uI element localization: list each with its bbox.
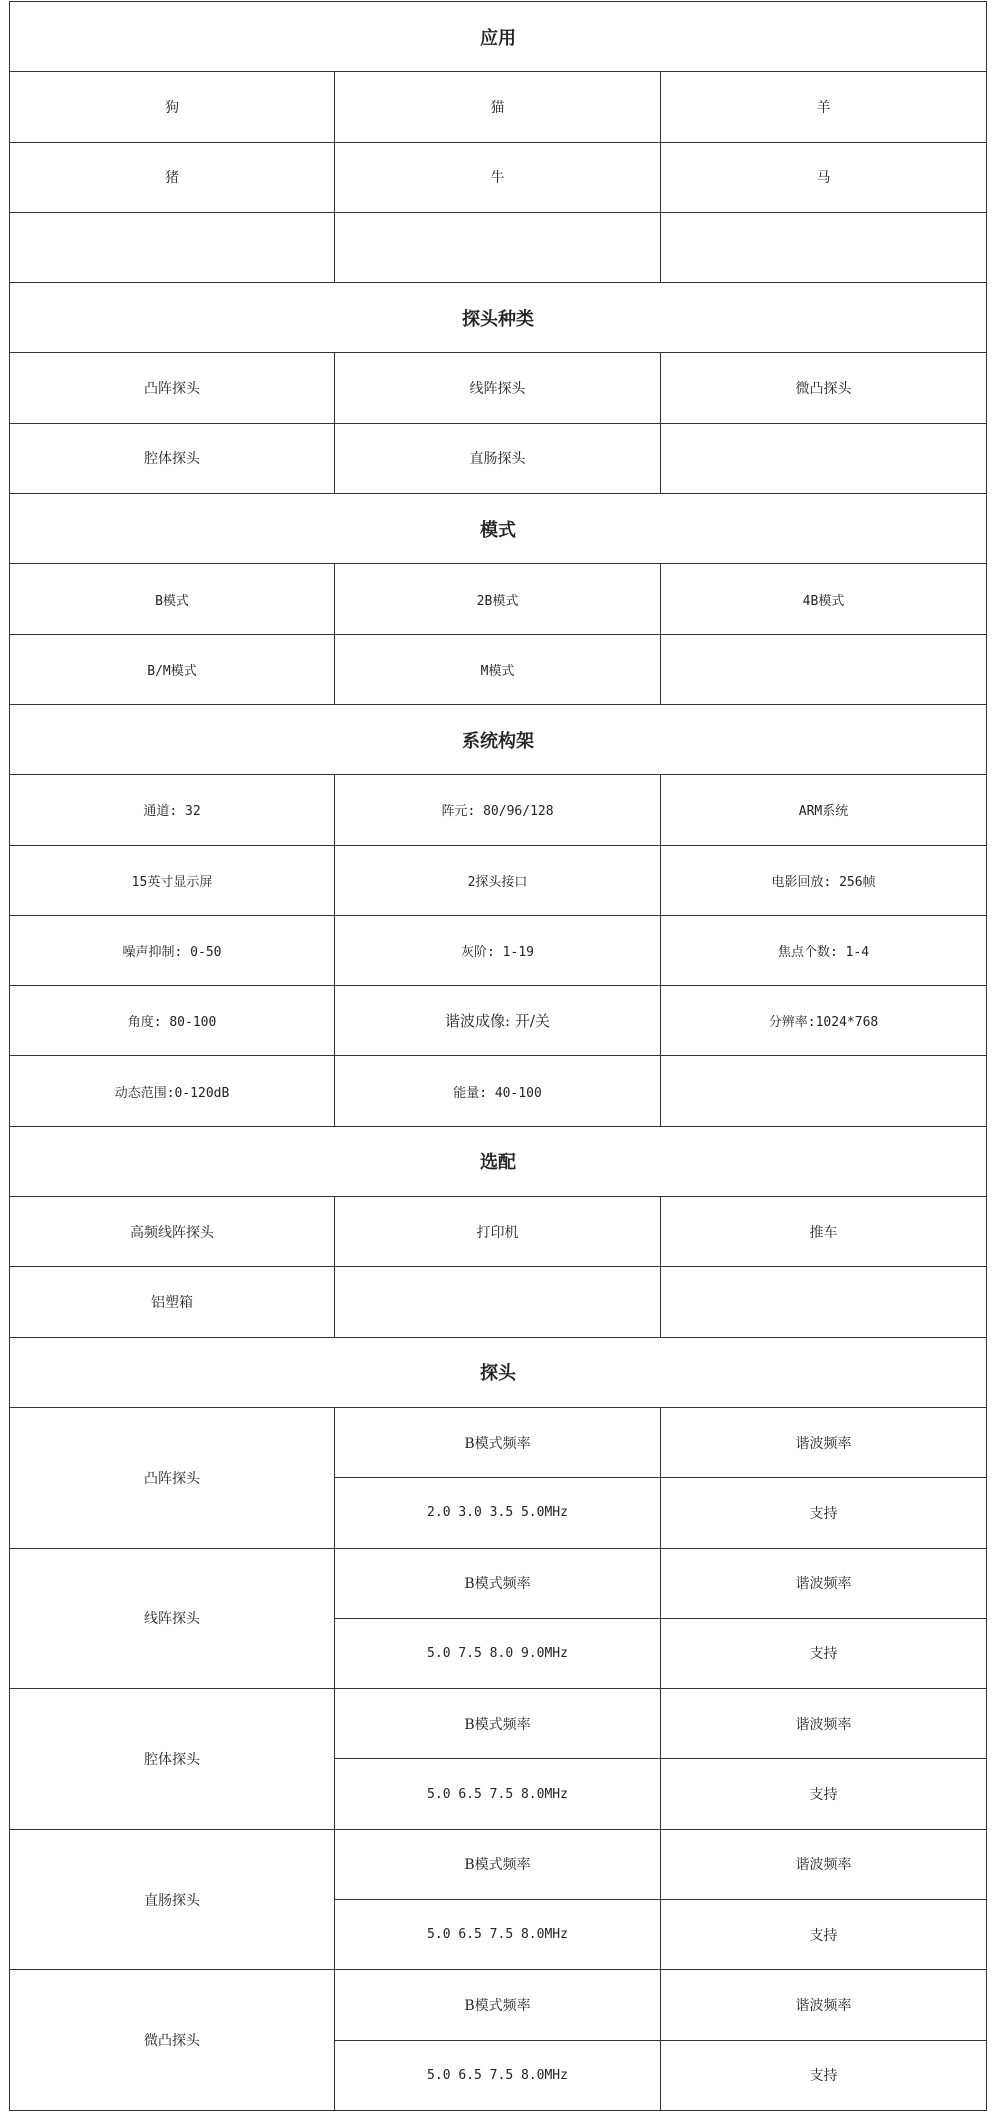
table-cell: B/M模式 xyxy=(10,634,335,704)
table-cell: 焦点个数: 1-4 xyxy=(661,915,987,985)
table-cell: 腔体探头 xyxy=(10,423,335,493)
table-cell: 15英寸显示屏 xyxy=(10,845,335,915)
table-cell: 羊 xyxy=(661,72,987,142)
table-cell: ARM系统 xyxy=(661,775,987,845)
table-cell xyxy=(661,1267,987,1337)
freq-header: B模式频率 xyxy=(335,1970,661,2040)
probe-name: 腔体探头 xyxy=(10,1689,335,1830)
table-cell: 阵元: 80/96/128 xyxy=(335,775,661,845)
freq-value: 5.0 6.5 7.5 8.0MHz xyxy=(335,1759,661,1829)
freq-header: B模式频率 xyxy=(335,1689,661,1759)
freq-value: 2.0 3.0 3.5 5.0MHz xyxy=(335,1478,661,1548)
harmonic-header: 谐波频率 xyxy=(661,1689,987,1759)
table-cell: 4B模式 xyxy=(661,564,987,634)
freq-value: 5.0 6.5 7.5 8.0MHz xyxy=(335,2040,661,2110)
freq-value: 5.0 7.5 8.0 9.0MHz xyxy=(335,1618,661,1688)
table-cell: 线阵探头 xyxy=(335,353,661,423)
table-row xyxy=(10,915,987,985)
table-cell: 通道: 32 xyxy=(10,775,335,845)
section-header-row xyxy=(10,2,987,72)
table-row xyxy=(10,142,987,212)
table-cell: 谐波成像: 开/关 xyxy=(335,986,661,1056)
harmonic-value: 支持 xyxy=(661,2040,987,2110)
table-row xyxy=(10,775,987,845)
harmonic-header: 谐波频率 xyxy=(661,1970,987,2040)
section-header-row xyxy=(10,1126,987,1196)
table-cell: 牛 xyxy=(335,142,661,212)
spec-table xyxy=(9,1,987,2111)
harmonic-header: 谐波频率 xyxy=(661,1548,987,1618)
section-title-options: 选配 xyxy=(10,1126,987,1196)
table-cell: 凸阵探头 xyxy=(10,353,335,423)
table-cell xyxy=(335,212,661,282)
section-header-row xyxy=(10,283,987,353)
table-cell: 推车 xyxy=(661,1197,987,1267)
table-row xyxy=(10,1267,987,1337)
table-cell: 电影回放: 256帧 xyxy=(661,845,987,915)
table-cell: 2B模式 xyxy=(335,564,661,634)
table-row xyxy=(10,212,987,282)
table-row xyxy=(10,353,987,423)
section-title-probes: 探头 xyxy=(10,1337,987,1407)
table-cell: 马 xyxy=(661,142,987,212)
table-cell xyxy=(661,1056,987,1126)
table-cell xyxy=(661,634,987,704)
table-cell: 2探头接口 xyxy=(335,845,661,915)
table-row xyxy=(10,845,987,915)
table-cell xyxy=(661,212,987,282)
table-row xyxy=(10,72,987,142)
table-cell xyxy=(335,1267,661,1337)
freq-header: B模式频率 xyxy=(335,1548,661,1618)
harmonic-header: 谐波频率 xyxy=(661,1829,987,1899)
table-cell: 铝塑箱 xyxy=(10,1267,335,1337)
section-title-application: 应用 xyxy=(10,2,987,72)
probe-row xyxy=(10,1829,987,1899)
freq-header: B模式频率 xyxy=(335,1407,661,1477)
table-cell: 打印机 xyxy=(335,1197,661,1267)
harmonic-value: 支持 xyxy=(661,1759,987,1829)
section-header-row xyxy=(10,704,987,774)
table-row xyxy=(10,1197,987,1267)
probe-name: 凸阵探头 xyxy=(10,1407,335,1548)
probe-name: 直肠探头 xyxy=(10,1829,335,1970)
table-row xyxy=(10,564,987,634)
harmonic-value: 支持 xyxy=(661,1618,987,1688)
harmonic-value: 支持 xyxy=(661,1478,987,1548)
table-cell: 噪声抑制: 0-50 xyxy=(10,915,335,985)
section-header-row xyxy=(10,1337,987,1407)
probe-row xyxy=(10,1407,987,1477)
table-row xyxy=(10,986,987,1056)
table-cell xyxy=(661,423,987,493)
probe-row xyxy=(10,1548,987,1618)
table-cell: M模式 xyxy=(335,634,661,704)
table-row xyxy=(10,423,987,493)
table-cell: 直肠探头 xyxy=(335,423,661,493)
table-cell: 角度: 80-100 xyxy=(10,986,335,1056)
table-cell: 分辨率:1024*768 xyxy=(661,986,987,1056)
probe-row xyxy=(10,1970,987,2040)
section-header-row xyxy=(10,494,987,564)
probe-name: 线阵探头 xyxy=(10,1548,335,1689)
freq-value: 5.0 6.5 7.5 8.0MHz xyxy=(335,1900,661,1970)
table-cell: 灰阶: 1-19 xyxy=(335,915,661,985)
table-cell: 猪 xyxy=(10,142,335,212)
probe-name: 微凸探头 xyxy=(10,1970,335,2111)
harmonic-header: 谐波频率 xyxy=(661,1407,987,1477)
table-cell: 猫 xyxy=(335,72,661,142)
table-cell: 能量: 40-100 xyxy=(335,1056,661,1126)
harmonic-value: 支持 xyxy=(661,1900,987,1970)
section-title-modes: 模式 xyxy=(10,494,987,564)
freq-header: B模式频率 xyxy=(335,1829,661,1899)
probe-row xyxy=(10,1689,987,1759)
table-cell: 高频线阵探头 xyxy=(10,1197,335,1267)
table-cell: 狗 xyxy=(10,72,335,142)
table-cell xyxy=(10,212,335,282)
table-row xyxy=(10,1056,987,1126)
table-cell: 微凸探头 xyxy=(661,353,987,423)
table-cell: 动态范围:0-120dB xyxy=(10,1056,335,1126)
table-row xyxy=(10,634,987,704)
section-title-system: 系统构架 xyxy=(10,704,987,774)
table-cell: B模式 xyxy=(10,564,335,634)
section-title-probe-types: 探头种类 xyxy=(10,283,987,353)
